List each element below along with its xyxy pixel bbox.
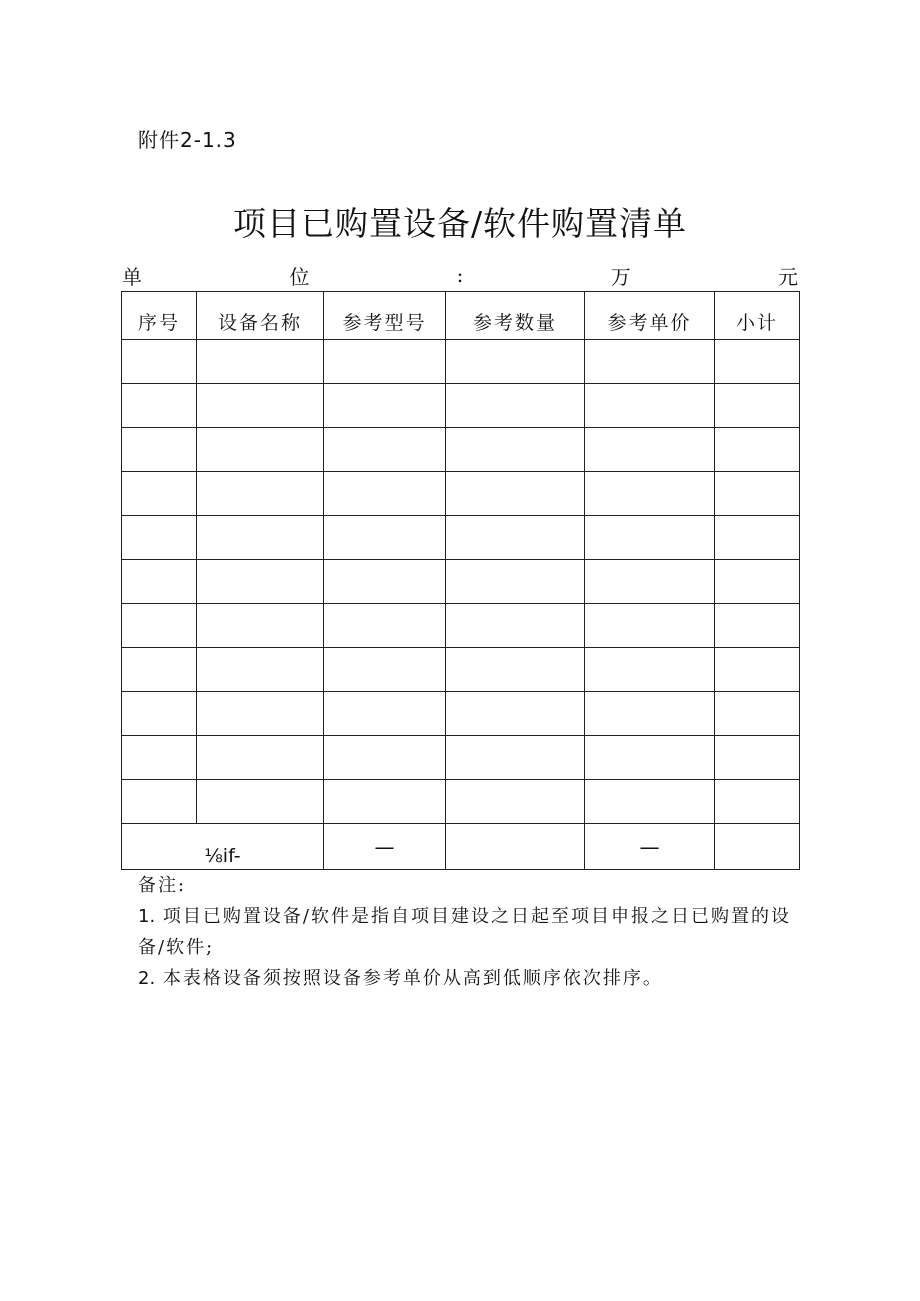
table-cell bbox=[324, 472, 446, 516]
table-cell bbox=[446, 560, 585, 604]
table-cell bbox=[715, 648, 800, 692]
header-serial: 序号 bbox=[122, 292, 197, 340]
table-cell bbox=[197, 648, 324, 692]
table-cell bbox=[446, 340, 585, 384]
table-cell bbox=[324, 648, 446, 692]
table-cell bbox=[446, 604, 585, 648]
table-cell bbox=[446, 780, 585, 824]
unit-char: 单 bbox=[122, 264, 142, 289]
purchase-list-table bbox=[121, 291, 800, 870]
note-number: 1. bbox=[138, 906, 156, 927]
table-cell bbox=[197, 384, 324, 428]
table-row bbox=[122, 472, 800, 516]
table-cell bbox=[715, 692, 800, 736]
unit-char: 万 bbox=[610, 264, 631, 289]
table-cell bbox=[197, 560, 324, 604]
table-cell bbox=[197, 340, 324, 384]
unit-char: : bbox=[456, 263, 464, 287]
table-cell bbox=[324, 384, 446, 428]
total-quantity-cell bbox=[446, 824, 585, 870]
table-cell bbox=[197, 604, 324, 648]
table-cell bbox=[585, 692, 715, 736]
total-subtotal-cell bbox=[715, 824, 800, 870]
note-number: 2. bbox=[138, 968, 156, 989]
table-cell bbox=[585, 516, 715, 560]
table-cell bbox=[446, 648, 585, 692]
table-body bbox=[122, 340, 800, 870]
note-text: 项目已购置设备/软件是指自项目建设之日起至项目申报之日已购置的设备/软件; bbox=[138, 906, 791, 958]
note-item bbox=[138, 963, 808, 994]
table-cell bbox=[122, 780, 197, 824]
table-cell bbox=[715, 384, 800, 428]
table-cell bbox=[122, 472, 197, 516]
table-cell bbox=[122, 648, 197, 692]
total-row bbox=[122, 824, 800, 870]
table-cell bbox=[324, 340, 446, 384]
table-cell bbox=[715, 472, 800, 516]
table-cell bbox=[324, 560, 446, 604]
header-model: 参考型号 bbox=[324, 292, 446, 340]
attachment-label: 附件2-1.3 bbox=[138, 128, 237, 152]
table-cell bbox=[585, 736, 715, 780]
table-cell bbox=[446, 736, 585, 780]
unit-line bbox=[122, 262, 798, 288]
table-cell bbox=[446, 472, 585, 516]
table-cell bbox=[446, 692, 585, 736]
table-row bbox=[122, 340, 800, 384]
header-unit-price: 参考单价 bbox=[585, 292, 715, 340]
table-cell bbox=[585, 384, 715, 428]
table-cell bbox=[122, 560, 197, 604]
table-cell bbox=[122, 736, 197, 780]
table-cell bbox=[585, 560, 715, 604]
table-cell bbox=[715, 516, 800, 560]
table-row bbox=[122, 780, 800, 824]
table-cell bbox=[585, 780, 715, 824]
notes-section bbox=[138, 870, 808, 994]
table-cell bbox=[122, 428, 197, 472]
table-row bbox=[122, 604, 800, 648]
table-row bbox=[122, 648, 800, 692]
table-cell bbox=[324, 428, 446, 472]
table-cell bbox=[122, 516, 197, 560]
table-cell bbox=[585, 340, 715, 384]
table-cell bbox=[585, 472, 715, 516]
unit-char: 元 bbox=[778, 264, 798, 289]
table-cell bbox=[585, 428, 715, 472]
unit-char: 位 bbox=[289, 264, 310, 289]
table-cell bbox=[324, 692, 446, 736]
table-cell bbox=[715, 560, 800, 604]
table-cell bbox=[324, 516, 446, 560]
table-cell bbox=[122, 604, 197, 648]
header-quantity: 参考数量 bbox=[446, 292, 585, 340]
table-cell bbox=[197, 472, 324, 516]
header-device-name: 设备名称 bbox=[197, 292, 324, 340]
table-cell bbox=[197, 516, 324, 560]
table-cell bbox=[715, 604, 800, 648]
table-cell bbox=[122, 384, 197, 428]
table-cell bbox=[715, 340, 800, 384]
header-subtotal: 小计 bbox=[715, 292, 800, 340]
table-cell bbox=[585, 604, 715, 648]
page-title: 项目已购置设备/软件购置清单 bbox=[232, 204, 688, 243]
table-cell bbox=[715, 780, 800, 824]
table-cell bbox=[585, 648, 715, 692]
total-price-dash: — bbox=[585, 824, 715, 870]
table-row bbox=[122, 428, 800, 472]
table-row bbox=[122, 560, 800, 604]
table-cell bbox=[197, 428, 324, 472]
table-cell bbox=[446, 428, 585, 472]
table-cell bbox=[324, 736, 446, 780]
table-cell bbox=[715, 428, 800, 472]
notes-heading: 备注: bbox=[138, 875, 187, 896]
table-row bbox=[122, 384, 800, 428]
total-model-dash: — bbox=[324, 824, 446, 870]
table-cell bbox=[324, 780, 446, 824]
note-item bbox=[138, 901, 808, 963]
note-text: 本表格设备须按照设备参考单价从高到低顺序依次排序。 bbox=[162, 968, 663, 989]
table-cell bbox=[122, 340, 197, 384]
table-cell bbox=[446, 516, 585, 560]
table-cell bbox=[446, 384, 585, 428]
table-cell bbox=[122, 692, 197, 736]
table-row bbox=[122, 692, 800, 736]
table-header-row bbox=[122, 292, 800, 340]
table-cell bbox=[324, 604, 446, 648]
total-label: ⅛if- bbox=[122, 824, 324, 870]
table-row bbox=[122, 516, 800, 560]
table-row bbox=[122, 736, 800, 780]
table-cell bbox=[197, 780, 324, 824]
table-cell bbox=[197, 736, 324, 780]
table-cell bbox=[197, 692, 324, 736]
table-cell bbox=[715, 736, 800, 780]
